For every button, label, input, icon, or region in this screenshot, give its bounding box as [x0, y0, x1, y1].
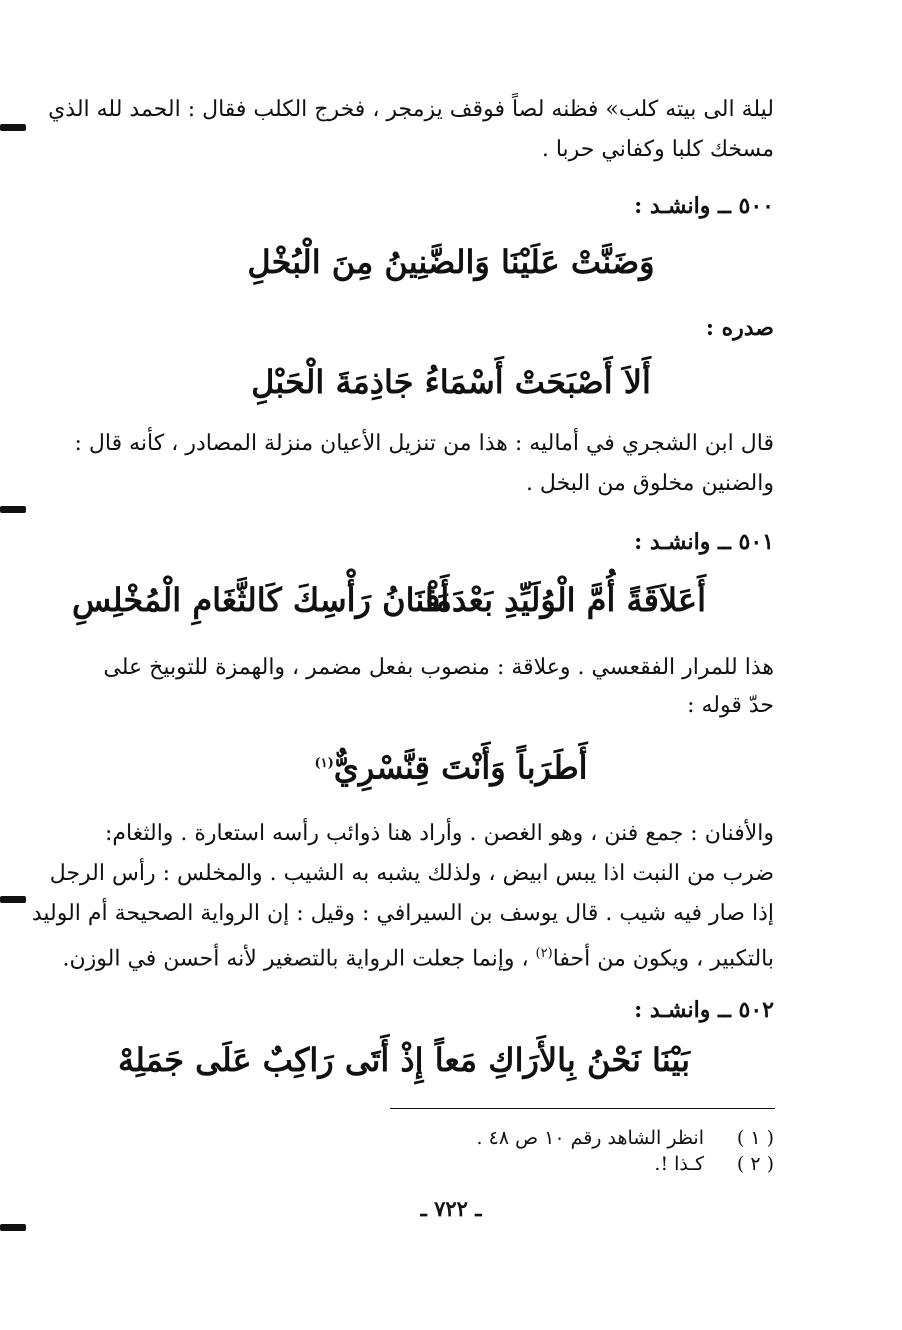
footnote-2	[654, 1152, 774, 1176]
entry-501-hemistich-right: أَعَلاَقَةً أُمَّ الْوُلَيِّدِ بَعْدَمَا	[424, 581, 706, 619]
entry-500-comment-line-1: قال ابن الشجري في أماليه : هذا من تنزيل الأعيان منزلة المصادر ، كأنه قال :	[74, 431, 774, 456]
entry-500-comment-line-2: والضنين مخلوق من البخل .	[525, 471, 774, 496]
entry-501-quote-verse	[0, 738, 902, 794]
footnote-2-number: ( ٢ )	[736, 1153, 774, 1175]
explanation-line-4-start: بالتكبير ، ويكون من أحفا	[552, 946, 774, 972]
footnote-2-text: كـذا !.	[654, 1153, 704, 1175]
entry-501-heading: ٥٠١ ــ وانشـد :	[634, 529, 774, 555]
entry-501-note-line-2: حدّ قوله :	[687, 693, 774, 718]
entry-500-sadr-verse: أَلاَ أَصْبَحَتْ أَسْمَاءُ جَاذِمَةَ الْحَبْلِ	[251, 363, 651, 401]
footnote-ref-1: (١)	[314, 756, 334, 771]
entry-502-hemistich-right: بَيْنَا نَحْنُ بِالأَرَاكِ مَعاً	[434, 1041, 690, 1079]
quote-verse-text: أَطَرَباً وَأَنْتَ قِنَّسْرِيٌّ	[333, 748, 588, 787]
binding-mark	[0, 896, 26, 903]
binding-mark	[0, 506, 26, 513]
entry-502-heading: ٥٠٢ ــ وانشـد :	[634, 997, 774, 1023]
entry-501-hemistich-left: أَفْنَانُ رَأْسِكَ كَالثَّغَامِ الْمُخْلِسِ	[72, 581, 450, 619]
entry-501-explanation-line-4	[26, 936, 774, 977]
intro-line-1: ليلة الى بيته كلب» فظنه لصاً فوقف يزمجر ، فخرج الكلب فقال : الحمد لله الذي	[48, 97, 774, 122]
footnote-ref-2: (٢)	[535, 946, 553, 961]
entry-500-heading: ٥٠٠ ــ وانشـد :	[634, 193, 774, 219]
entry-501-note-line-1: هذا للمرار الفقعسي . وعلاقة : منصوب بفعل مضمر ، والهمزة للتوبيخ على	[103, 655, 774, 680]
intro-line-2: مسخك كلبا وكفاني حربا .	[541, 137, 774, 162]
entry-502-hemistich-left: إِذْ أَتَى رَاكِبٌ عَلَى جَمَلِهْ	[118, 1041, 424, 1079]
footnote-divider	[390, 1108, 775, 1109]
footnote-1-number: ( ١ )	[736, 1127, 774, 1149]
page-number: ـ ٧٢٢ ـ	[420, 1196, 482, 1221]
footnote-1	[477, 1126, 774, 1150]
entry-501-explanation-line-2: ضرب من النبت اذا يبس ابيض ، ولذلك يشبه به الشيب . والمخلس : رأس الرجل	[49, 861, 774, 886]
explanation-line-4-end: ، وإنما جعلت الرواية بالتصغير لأنه أحسن في الوزن.	[62, 946, 536, 972]
binding-mark	[0, 1224, 26, 1231]
binding-mark	[0, 124, 26, 131]
entry-501-explanation-line-3: إذا صار فيه شيب . قال يوسف بن السيرافي : وقيل : إن الرواية الصحيحة أم الوليد	[31, 901, 774, 926]
entry-501-explanation-line-1: والأفنان : جمع فنن ، وهو الغصن . وأراد هنا ذوائب رأسه استعارة . والثغام:	[105, 821, 774, 846]
entry-500-verse: وَضَنَّتْ عَلَيْنَا وَالضَّنِينُ مِنَ الْبُخْلِ	[247, 243, 655, 281]
footnote-1-text: انظر الشاهد رقم ١٠ ص ٤٨ .	[476, 1127, 704, 1149]
entry-500-sadr-label: صدره :	[705, 315, 774, 341]
